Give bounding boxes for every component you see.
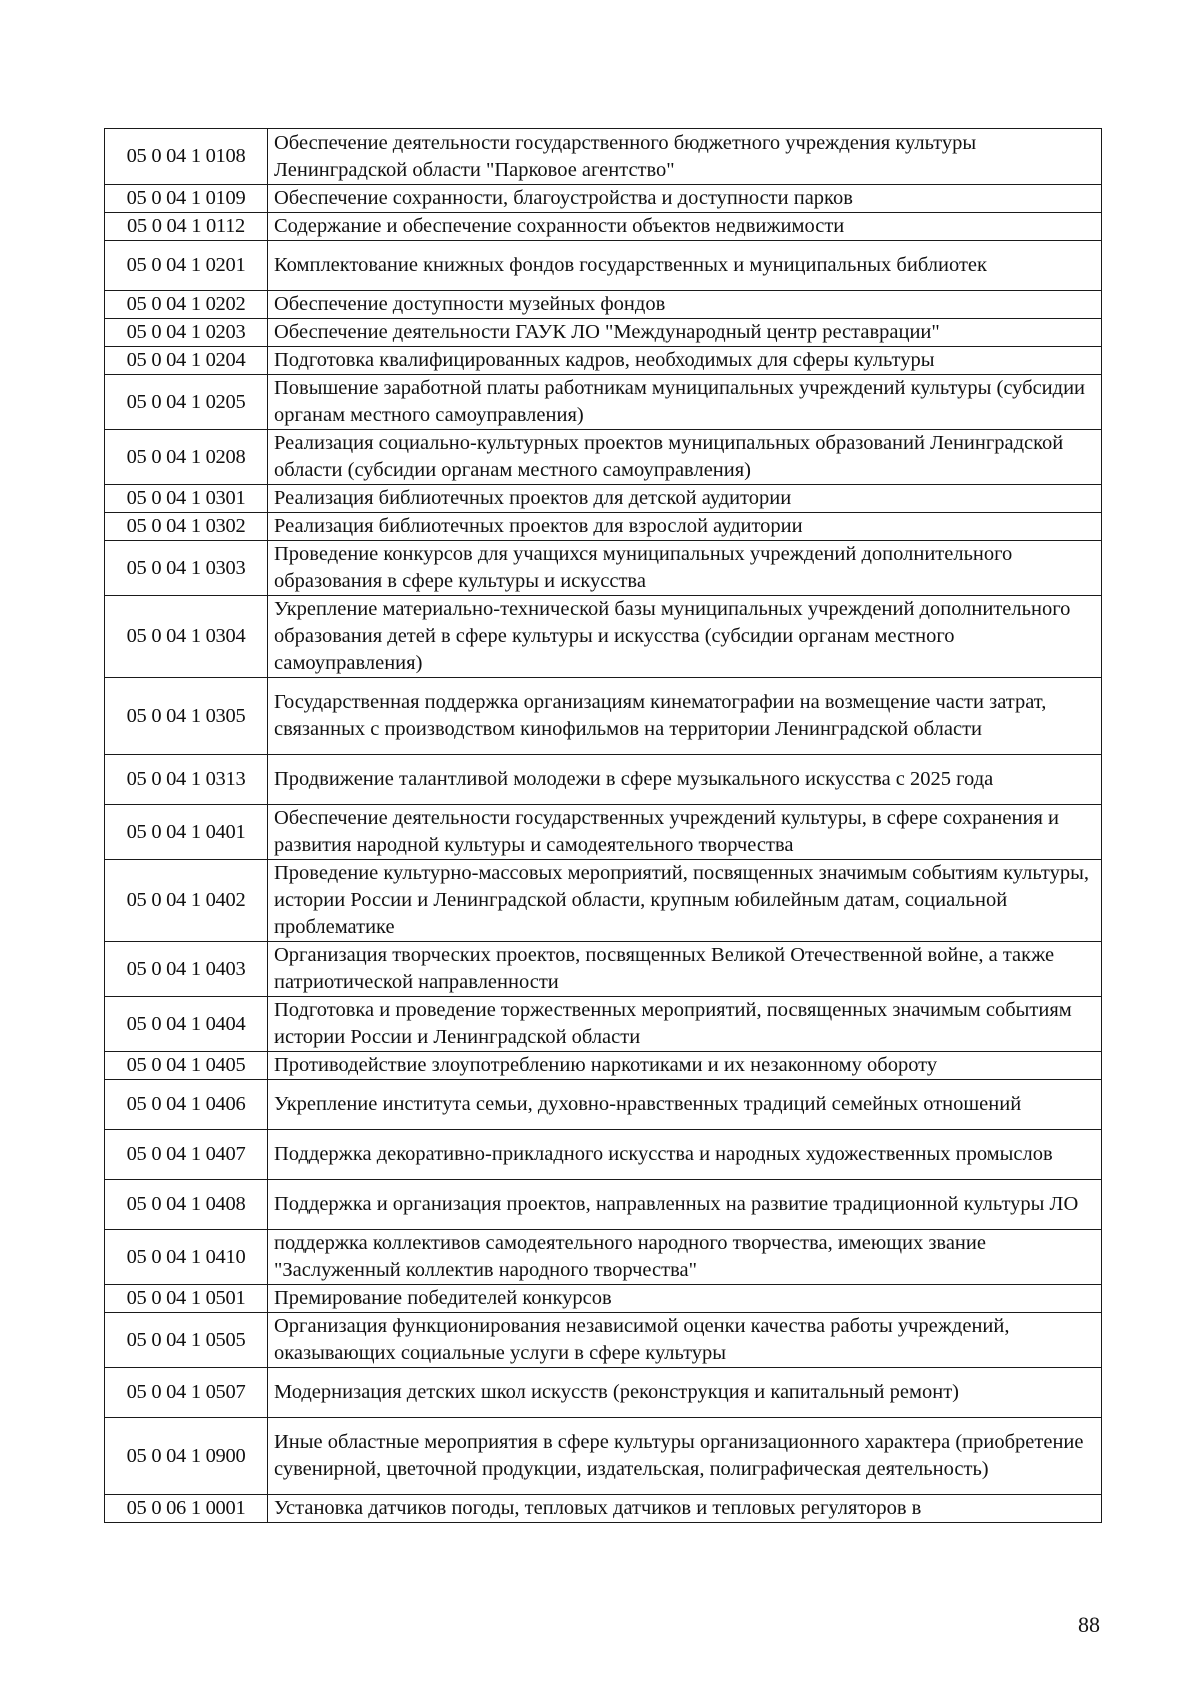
table-row xyxy=(105,485,1102,513)
budget-code-cell: 05 0 04 1 0304 xyxy=(105,596,268,678)
table-row xyxy=(105,1313,1102,1368)
description-cell: Иные областные мероприятия в сфере культуры организационного характера (приобретение сувенирной, цветочной продукции, издательская, полиграфическая деятельность) xyxy=(268,1418,1102,1495)
description-cell: Повышение заработной платы работникам муниципальных учреждений культуры (субсидии органам местного самоуправления) xyxy=(268,375,1102,430)
table-row xyxy=(105,1495,1102,1523)
budget-code-cell: 05 0 04 1 0501 xyxy=(105,1285,268,1313)
description-cell: Комплектование книжных фондов государственных и муниципальных библиотек xyxy=(268,241,1102,291)
description-cell: Установка датчиков погоды, тепловых датчиков и тепловых регуляторов в xyxy=(268,1495,1102,1523)
budget-code-cell: 05 0 04 1 0302 xyxy=(105,513,268,541)
budget-code-cell: 05 0 04 1 0109 xyxy=(105,185,268,213)
description-cell: Премирование победителей конкурсов xyxy=(268,1285,1102,1313)
budget-code-cell: 05 0 04 1 0900 xyxy=(105,1418,268,1495)
budget-code-cell: 05 0 04 1 0204 xyxy=(105,347,268,375)
table-row xyxy=(105,430,1102,485)
budget-code-cell: 05 0 04 1 0201 xyxy=(105,241,268,291)
table-row xyxy=(105,291,1102,319)
budget-code-cell: 05 0 04 1 0205 xyxy=(105,375,268,430)
description-cell: Модернизация детских школ искусств (реконструкция и капитальный ремонт) xyxy=(268,1368,1102,1418)
table-row xyxy=(105,860,1102,942)
table-row xyxy=(105,213,1102,241)
budget-code-cell: 05 0 04 1 0208 xyxy=(105,430,268,485)
description-cell: Обеспечение деятельности ГАУК ЛО "Международный центр реставрации" xyxy=(268,319,1102,347)
description-cell: Проведение конкурсов для учащихся муниципальных учреждений дополнительного образования в сфере культуры и искусства xyxy=(268,541,1102,596)
description-cell: Обеспечение сохранности, благоустройства и доступности парков xyxy=(268,185,1102,213)
budget-code-cell: 05 0 04 1 0403 xyxy=(105,942,268,997)
description-cell: Укрепление материально-технической базы муниципальных учреждений дополнительного образования детей в сфере культуры и искусства (субсидии органам местного самоуправления) xyxy=(268,596,1102,678)
table-row xyxy=(105,678,1102,755)
budget-code-cell: 05 0 04 1 0313 xyxy=(105,755,268,805)
table-row xyxy=(105,319,1102,347)
description-cell: Укрепление института семьи, духовно-нравственных традиций семейных отношений xyxy=(268,1080,1102,1130)
budget-code-cell: 05 0 04 1 0301 xyxy=(105,485,268,513)
table-body xyxy=(105,129,1102,1523)
table-row xyxy=(105,375,1102,430)
description-cell: Проведение культурно-массовых мероприятий, посвященных значимым событиям культуры, истории России и Ленинградской области, крупным юбилейным датам, социальной проблематике xyxy=(268,860,1102,942)
budget-code-cell: 05 0 04 1 0405 xyxy=(105,1052,268,1080)
table-row xyxy=(105,596,1102,678)
budget-code-cell: 05 0 04 1 0406 xyxy=(105,1080,268,1130)
table-row xyxy=(105,347,1102,375)
description-cell: Поддержка и организация проектов, направленных на развитие традиционной культуры ЛО xyxy=(268,1180,1102,1230)
table-row xyxy=(105,1285,1102,1313)
table-row xyxy=(105,1230,1102,1285)
description-cell: Противодействие злоупотреблению наркотиками и их незаконному обороту xyxy=(268,1052,1102,1080)
budget-code-cell: 05 0 04 1 0202 xyxy=(105,291,268,319)
budget-code-cell: 05 0 04 1 0404 xyxy=(105,997,268,1052)
description-cell: Реализация библиотечных проектов для взрослой аудитории xyxy=(268,513,1102,541)
table-row xyxy=(105,1180,1102,1230)
budget-code-cell: 05 0 04 1 0203 xyxy=(105,319,268,347)
budget-codes-table-container xyxy=(104,128,1102,1523)
description-cell: поддержка коллективов самодеятельного народного творчества, имеющих звание "Заслуженный коллектив народного творчества" xyxy=(268,1230,1102,1285)
description-cell: Поддержка декоративно-прикладного искусства и народных художественных промыслов xyxy=(268,1130,1102,1180)
budget-code-cell: 05 0 06 1 0001 xyxy=(105,1495,268,1523)
table-row xyxy=(105,1052,1102,1080)
table-row xyxy=(105,129,1102,185)
description-cell: Содержание и обеспечение сохранности объектов недвижимости xyxy=(268,213,1102,241)
budget-code-cell: 05 0 04 1 0305 xyxy=(105,678,268,755)
table-row xyxy=(105,513,1102,541)
budget-code-cell: 05 0 04 1 0112 xyxy=(105,213,268,241)
table-row xyxy=(105,185,1102,213)
description-cell: Обеспечение деятельности государственного бюджетного учреждения культуры Ленинградской области "Парковое агентство" xyxy=(268,129,1102,185)
table-row xyxy=(105,1368,1102,1418)
description-cell: Государственная поддержка организациям кинематографии на возмещение части затрат, связанных с производством кинофильмов на территории Ленинградской области xyxy=(268,678,1102,755)
budget-code-cell: 05 0 04 1 0303 xyxy=(105,541,268,596)
page-number: 88 xyxy=(1078,1612,1100,1637)
budget-code-cell: 05 0 04 1 0408 xyxy=(105,1180,268,1230)
budget-code-cell: 05 0 04 1 0108 xyxy=(105,129,268,185)
description-cell: Обеспечение деятельности государственных учреждений культуры, в сфере сохранения и развития народной культуры и самодеятельного творчества xyxy=(268,805,1102,860)
budget-code-cell: 05 0 04 1 0407 xyxy=(105,1130,268,1180)
description-cell: Обеспечение доступности музейных фондов xyxy=(268,291,1102,319)
budget-code-cell: 05 0 04 1 0505 xyxy=(105,1313,268,1368)
table-row xyxy=(105,1130,1102,1180)
budget-code-cell: 05 0 04 1 0410 xyxy=(105,1230,268,1285)
table-row xyxy=(105,942,1102,997)
table-row xyxy=(105,241,1102,291)
description-cell: Организация творческих проектов, посвященных Великой Отечественной войне, а также патриотической направленности xyxy=(268,942,1102,997)
budget-code-cell: 05 0 04 1 0402 xyxy=(105,860,268,942)
description-cell: Реализация социально-культурных проектов муниципальных образований Ленинградской области (субсидии органам местного самоуправления) xyxy=(268,430,1102,485)
budget-codes-table xyxy=(104,128,1102,1523)
description-cell: Организация функционирования независимой оценки качества работы учреждений, оказывающих социальные услуги в сфере культуры xyxy=(268,1313,1102,1368)
description-cell: Подготовка квалифицированных кадров, необходимых для сферы культуры xyxy=(268,347,1102,375)
table-row xyxy=(105,541,1102,596)
description-cell: Продвижение талантливой молодежи в сфере музыкального искусства с 2025 года xyxy=(268,755,1102,805)
table-row xyxy=(105,805,1102,860)
table-row xyxy=(105,1080,1102,1130)
description-cell: Реализация библиотечных проектов для детской аудитории xyxy=(268,485,1102,513)
description-cell: Подготовка и проведение торжественных мероприятий, посвященных значимым событиям истории России и Ленинградской области xyxy=(268,997,1102,1052)
table-row xyxy=(105,755,1102,805)
table-row xyxy=(105,997,1102,1052)
budget-code-cell: 05 0 04 1 0507 xyxy=(105,1368,268,1418)
budget-code-cell: 05 0 04 1 0401 xyxy=(105,805,268,860)
table-row xyxy=(105,1418,1102,1495)
